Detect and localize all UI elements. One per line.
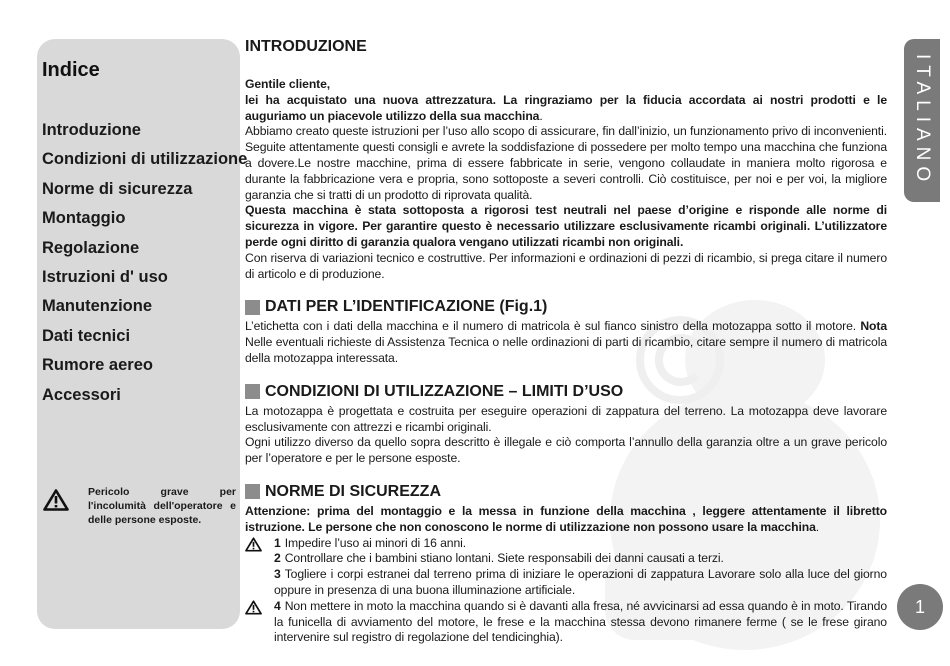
- page-title: INTRODUZIONE: [245, 38, 367, 55]
- warning-triangle-icon: [245, 537, 262, 552]
- index-item-dati-tecnici[interactable]: Dati tecnici: [42, 326, 131, 345]
- index-item-rumore-aereo[interactable]: Rumore aereo: [42, 356, 153, 375]
- section-heading-text: DATI PER L’IDENTIFICAZIONE (Fig.1): [265, 298, 548, 316]
- index-list: [42, 119, 247, 413]
- identificazione-text-b: Nelle eventuali richieste di Assistenza Tecnica o nelle ordinazioni di parti di ricambio, citare sempre il numero di matricola della motozappa interessata.: [245, 335, 887, 365]
- safety-item-text: Non mettere in moto la macchina quando si è davanti alla fresa, né avvicinarsi ad essa quando è in moto. Tirando la funicella di avviamento del motore, le frese e la macchina stessa devono rimanere ferme ( se le frese girano intervenire sul registro di regolazione del tendicinghia).: [274, 598, 887, 645]
- index-item-condizioni[interactable]: Condizioni di utilizzazione: [42, 150, 248, 169]
- index-item-regolazione[interactable]: Regolazione: [42, 238, 140, 257]
- intro-body-1: Abbiamo creato queste istruzioni per l’uso allo scopo di assicurare, fin dall’inizio, un funzionamento privo di inconvenienti. Seguite attentamente questi consigli e avrete la soddisfazione di possedere per molto tempo una macchina che funziona a dovere.Le nostre macchine, prima di essere fabbricate in serie, vengono collaudate in maniera molto rigorosa e durante la fabbricazione vera e propria, sono sottoposte a severi controlli. Ciò costituisce, per noi e per voi, la migliore garanzia che si tratti di un prodotto di riprovata qualità.: [245, 124, 887, 202]
- warning-triangle-icon: [245, 600, 262, 615]
- nota-label: Nota: [860, 319, 887, 334]
- intro-lead-bold: lei ha acquistato una nuova attrezzatura. La ringraziamo per la fiducia accordata ai nostri prodotti e le auguriamo un piacevole utilizzo della sua macchina: [245, 92, 887, 123]
- attention-bold: Attenzione: prima del montaggio e la messa in funzione della macchina , leggere attentamente il libretto istruzione. Le persone che non conoscono le norme di utilizzazione non possono usare la macchina: [245, 503, 887, 534]
- attention-text: [245, 504, 887, 536]
- safety-item-text: Togliere i corpi estranei dal terreno prima di iniziare le operazioni di zappatura Lavorare solo alla luce del giorno oppure in presenza di una buona illuminazione artificiale.: [274, 567, 887, 597]
- index-title: Indice: [42, 59, 100, 81]
- intro-lead-end: .: [539, 108, 543, 123]
- condizioni-text-b: Ogni utilizzo diverso da quello sopra descritto è illegale e ciò comporta l’annullo della garanzia oltre a un grave pericolo per l’operatore e per le persone esposte.: [245, 435, 887, 466]
- safety-item: [245, 551, 887, 567]
- index-item-norme-sicurezza[interactable]: Norme di sicurezza: [42, 179, 193, 198]
- safety-item: [245, 567, 887, 599]
- safety-item: [245, 599, 887, 646]
- warning-triangle-icon: [43, 489, 69, 511]
- index-item-istruzioni-uso[interactable]: Istruzioni d' uso: [42, 267, 168, 286]
- section-heading-text: CONDIZIONI DI UTILIZZAZIONE – LIMITI D’USO: [265, 382, 624, 400]
- attention-end: .: [815, 519, 820, 534]
- section-identificazione: [245, 296, 887, 366]
- language-tab[interactable]: [904, 39, 940, 202]
- index-sidebar: [37, 39, 248, 629]
- intro-body-2: Con riserva di variazioni tecnico e costruttive. Per informazioni e ordinazioni di pezzi di ricambio, si prega citare il numero di articolo e di produzione.: [245, 250, 887, 281]
- safety-item-number: 1: [274, 535, 281, 550]
- section-heading: [245, 481, 887, 503]
- safety-item-number: 2: [274, 551, 281, 566]
- identificazione-text: [245, 319, 887, 366]
- danger-legend-text: Pericolo grave per l'incolumità dell'operatore e delle persone esposte.: [88, 486, 236, 526]
- language-tab-label: ITALIANO: [912, 53, 933, 188]
- intro-lead: [245, 93, 887, 125]
- section-condizioni: [245, 381, 887, 467]
- heading-square-icon: [245, 484, 260, 499]
- index-item-introduzione[interactable]: Introduzione: [42, 121, 141, 139]
- danger-legend: [43, 485, 236, 535]
- safety-item-number: 4: [274, 598, 281, 613]
- safety-item-text: Controllare che i bambini stiano lontani. Siete responsabili dei danni causati a terzi.: [284, 551, 724, 566]
- safety-item-text: Impedire l’uso ai minori di 16 anni.: [284, 535, 467, 550]
- index-item-manutenzione[interactable]: Manutenzione: [42, 297, 152, 316]
- index-item-accessori[interactable]: Accessori: [42, 385, 121, 404]
- intro-warranty-note: Questa macchina è stata sottoposta a rigorosi test neutrali nel paese d’origine e risponde alle norme di sicurezza in vigore. Per garantire questo è necessario utilizzare esclusivamente ricambi originali. L’utilizzatore perde ogni diritto di garanzia qualora vengano utilizzati ricambi non originali.: [245, 203, 887, 249]
- page-number-badge: 1: [897, 584, 943, 630]
- condizioni-text-a: La motozappa è progettata e costruita per eseguire operazioni di zappatura del terreno. La motozappa deve lavorare esclusivamente con attrezzi e ricambi originali.: [245, 403, 887, 434]
- section-norme-sicurezza: [245, 481, 887, 646]
- safety-item: [245, 536, 887, 552]
- section-heading: [245, 381, 887, 403]
- section-heading-text: NORME DI SICUREZZA: [265, 482, 441, 500]
- section-heading: [245, 296, 887, 318]
- heading-square-icon: [245, 384, 260, 399]
- identificazione-text-a: L’etichetta con i dati della macchina e il numero di matricola è sul fianco sinistro della motozappa sotto il motore.: [245, 319, 861, 334]
- index-item-montaggio[interactable]: Montaggio: [42, 209, 126, 228]
- heading-square-icon: [245, 300, 260, 315]
- safety-item-number: 3: [274, 567, 281, 582]
- greeting: Gentile cliente,: [245, 77, 331, 91]
- main-content: [245, 36, 887, 646]
